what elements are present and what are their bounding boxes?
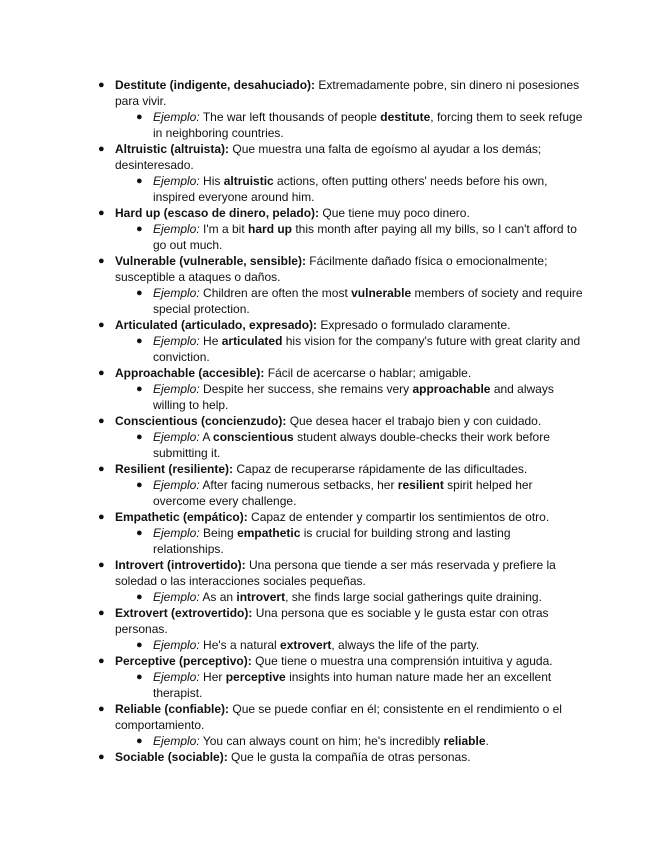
bullet-icon: ● [98,207,105,219]
example-text: , always the life of the party. [331,638,480,652]
vocab-entry [0,205,655,253]
vocab-entry [0,509,655,557]
example-keyword: conscientious [213,430,294,444]
bullet-icon: ● [136,287,143,299]
bullet-icon: ● [136,671,143,683]
example-keyword: introvert [236,590,286,604]
definition: Una persona que es sociable y le gusta estar con otras personas. [115,606,549,636]
example-label: Ejemplo: [153,222,200,236]
example-text: Her [203,670,226,684]
definition: Capaz de recuperarse rápidamente de las dificultades. [236,462,528,476]
bullet-icon: ● [98,511,105,523]
vocab-entry [0,413,655,461]
example-text: this month after paying all my bills, so I can't afford to go out much. [153,222,577,252]
example-text: As an [202,590,237,604]
example-line [0,477,583,509]
vocab-entry [0,701,655,749]
example-text: members of society and require special protection. [153,286,583,316]
definition: Que tiene o muestra una comprensión intuitiva y aguda. [255,654,553,668]
example-text: and always willing to help. [153,382,554,412]
example-text: You can always count on him; he's incredibly [202,734,444,748]
example-text: The war left thousands of people [202,110,381,124]
definition: Una persona que tiende a ser más reservada y prefiere la soledad o las interacciones sociales pequeñas. [115,558,556,588]
example-keyword: empathetic [237,526,301,540]
term: Articulated (articulado, expresado): [115,318,318,332]
example-line [0,669,583,701]
bullet-icon: ● [136,639,143,651]
definition: Que le gusta la compañía de otras personas. [231,750,471,764]
example-text: is crucial for building strong and lasting relationships. [153,526,511,556]
example-text: actions, often putting others' needs before his own, inspired everyone around him. [153,174,548,204]
example-text: his vision for the company's future with great clarity and conviction. [153,334,581,364]
example-line [0,589,583,605]
example-label: Ejemplo: [153,334,200,348]
bullet-icon: ● [98,559,105,571]
example-keyword: perceptive [225,670,286,684]
term: Introvert (introvertido): [115,558,246,572]
term: Resilient (resiliente): [115,462,234,476]
example-text: Children are often the most [203,286,352,300]
vocab-entry [0,141,655,205]
term: Conscientious (concienzudo): [115,414,287,428]
bullet-icon: ● [98,79,105,91]
example-text: insights into human nature made her an excellent therapist. [153,670,552,700]
term: Perceptive (perceptivo): [115,654,252,668]
bullet-icon: ● [136,431,143,443]
definition: Fácilmente dañado física o emocionalmente; susceptible a ataques o daños. [115,254,548,284]
vocab-entry [0,77,655,141]
term-line [0,605,585,637]
vocab-entry [0,605,655,653]
example-label: Ejemplo: [153,638,200,652]
example-line [0,525,583,557]
example-keyword: extrovert [280,638,332,652]
example-text: He [203,334,222,348]
definition: Que tiene muy poco dinero. [322,206,470,220]
bullet-icon: ● [136,479,143,491]
bullet-icon: ● [98,143,105,155]
bullet-icon: ● [98,703,105,715]
example-keyword: approachable [412,382,491,396]
term-line [0,141,585,173]
definition: Que desea hacer el trabajo bien y con cuidado. [289,414,542,428]
bullet-icon: ● [136,335,143,347]
example-line [0,429,583,461]
bullet-icon: ● [136,111,143,123]
bullet-icon: ● [136,223,143,235]
term-line [0,77,585,109]
term-line [0,205,585,221]
example-line [0,381,583,413]
vocab-entry [0,749,655,765]
bullet-icon: ● [98,607,105,619]
bullet-icon: ● [98,367,105,379]
term: Reliable (confiable): [115,702,230,716]
term: Extrovert (extrovertido): [115,606,253,620]
definition: Que muestra una falta de egoísmo al ayudar a los demás; desinteresado. [115,142,542,172]
term-line [0,461,585,477]
term-line [0,317,585,333]
example-keyword: altruistic [223,174,274,188]
example-text: spirit helped her overcome every challenge. [153,478,533,508]
term-line [0,749,585,765]
example-label: Ejemplo: [153,734,200,748]
bullet-icon: ● [98,255,105,267]
example-keyword: resilient [397,478,444,492]
example-line [0,285,583,317]
example-keyword: vulnerable [351,286,412,300]
term-line [0,413,585,429]
example-line [0,637,583,653]
example-line [0,221,583,253]
vocab-entry [0,365,655,413]
definition: Extremadamente pobre, sin dinero ni posesiones para vivir. [115,78,580,108]
example-label: Ejemplo: [153,670,200,684]
example-line [0,173,583,205]
term: Sociable (sociable): [115,750,228,764]
example-label: Ejemplo: [153,382,200,396]
vocab-entry [0,253,655,317]
term: Vulnerable (vulnerable, sensible): [115,254,306,268]
example-text: I'm a bit [203,222,249,236]
example-text: . [485,734,489,748]
example-text: , she finds large social gatherings quite draining. [285,590,542,604]
vocab-entry [0,317,655,365]
example-text: He's a natural [203,638,281,652]
example-label: Ejemplo: [153,478,200,492]
term-line [0,365,585,381]
term: Altruistic (altruista): [115,142,230,156]
bullet-icon: ● [136,383,143,395]
bullet-icon: ● [136,527,143,539]
example-label: Ejemplo: [153,430,200,444]
example-line [0,333,583,365]
bullet-icon: ● [98,463,105,475]
example-keyword: hard up [248,222,293,236]
vocab-entry [0,557,655,605]
example-label: Ejemplo: [153,590,200,604]
term: Approachable (accesible): [115,366,265,380]
term-line [0,701,585,733]
vocab-entry [0,461,655,509]
example-text: His [203,174,224,188]
bullet-icon: ● [136,175,143,187]
example-keyword: articulated [221,334,283,348]
vocabulary-list [0,77,655,765]
example-text: , forcing them to seek refuge in neighboring countries. [153,110,583,140]
term: Hard up (escaso de dinero, pelado): [115,206,320,220]
example-text: Despite her success, she remains very [203,382,413,396]
bullet-icon: ● [98,415,105,427]
example-label: Ejemplo: [153,526,200,540]
term: Destitute (indigente, desahuciado): [115,78,316,92]
term-line [0,557,585,589]
example-keyword: destitute [380,110,431,124]
example-line [0,733,583,749]
example-text: After facing numerous setbacks, her [202,478,398,492]
bullet-icon: ● [98,655,105,667]
example-text: Being [203,526,238,540]
term: Empathetic (empático): [115,510,248,524]
vocab-entry [0,653,655,701]
definition: Fácil de acercarse o hablar; amigable. [267,366,472,380]
definition: Que se puede confiar en él; consistente en el rendimiento o el comportamiento. [115,702,562,732]
example-label: Ejemplo: [153,286,200,300]
term-line [0,509,585,525]
example-keyword: reliable [443,734,486,748]
bullet-icon: ● [98,319,105,331]
term-line [0,253,585,285]
term-line [0,653,585,669]
definition: Expresado o formulado claramente. [320,318,511,332]
example-line [0,109,583,141]
example-label: Ejemplo: [153,110,200,124]
bullet-icon: ● [136,591,143,603]
bullet-icon: ● [98,751,105,763]
bullet-icon: ● [136,735,143,747]
example-text: A [202,430,214,444]
example-text: student always double-checks their work before submitting it. [153,430,550,460]
example-label: Ejemplo: [153,174,200,188]
definition: Capaz de entender y compartir los sentimientos de otro. [251,510,550,524]
